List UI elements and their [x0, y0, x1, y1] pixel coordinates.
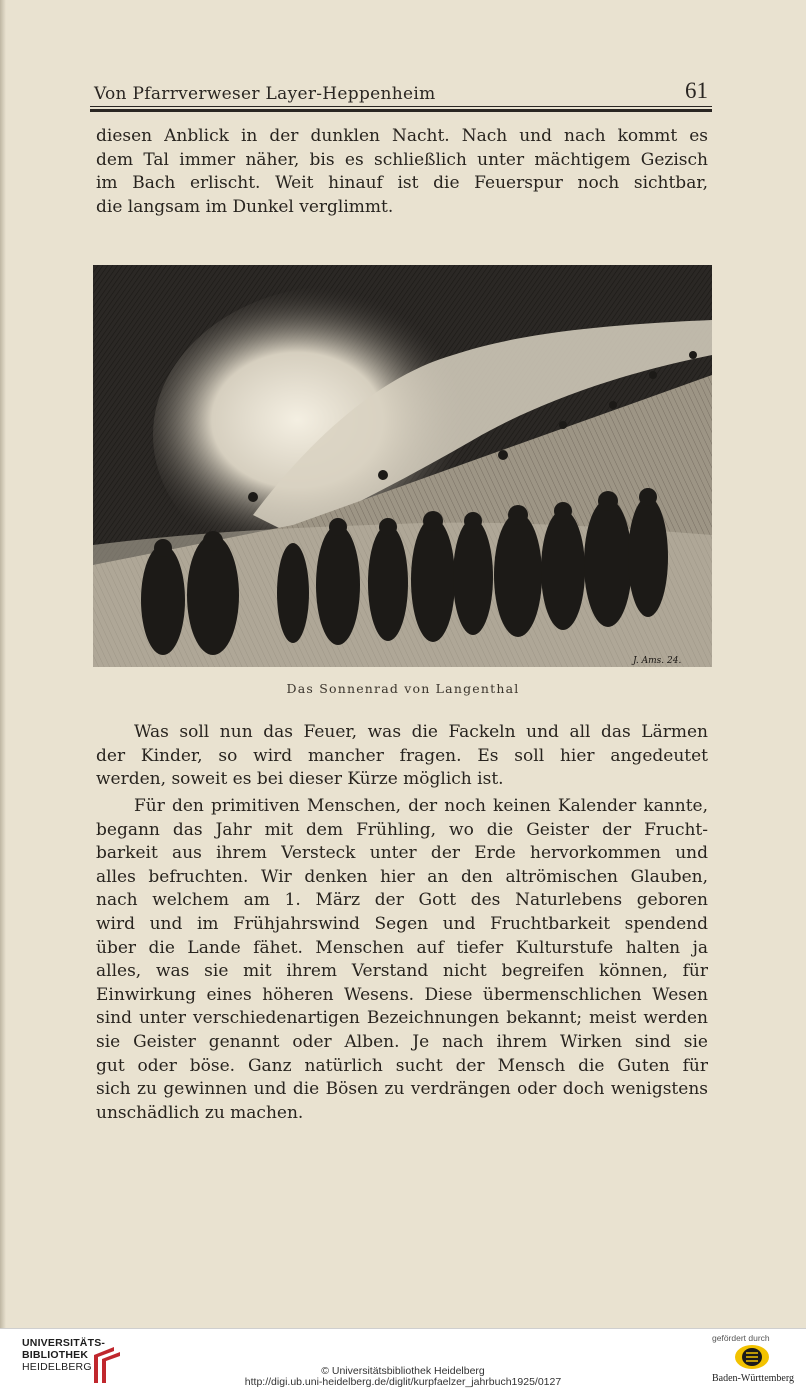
text-line: Was soll nun das Feuer, was die Fackeln und all das Lärmen	[134, 722, 708, 742]
text-line: werden, soweit es bei dieser Kürze möglich ist.	[96, 769, 504, 790]
text-line: im Bach erlischt. Weit hinauf ist die Feuerspur noch sichtbar,	[96, 173, 708, 194]
text-line: nach welchem am 1. März der Gott des Naturlebens geboren	[96, 890, 708, 911]
sponsor-label: gefördert durch	[712, 1333, 770, 1343]
library-name-line-1: UNIVERSITÄTS-	[22, 1337, 106, 1349]
text-line: Für den primitiven Menschen, der noch keinen Kalender kannte,	[134, 796, 708, 816]
page-number: 61	[685, 78, 708, 103]
text-line: unschädlich zu machen.	[96, 1102, 304, 1123]
text-line: begann das Jahr mit dem Frühling, wo die Geister der Frucht-	[96, 819, 708, 840]
permalink-url[interactable]: http://digi.ub.uni-heidelberg.de/diglit/kurpfaelzer_jahrbuch1925/0127	[244, 1376, 562, 1388]
paragraph-1	[96, 125, 708, 219]
library-name-line-3: HEIDELBERG	[22, 1361, 92, 1373]
text-line: dem Tal immer näher, bis es schließlich unter mächtigem Gezisch	[96, 149, 708, 170]
page-edge-shadow	[0, 0, 6, 1328]
text-line: sich zu gewinnen und die Bösen zu verdrängen oder doch wenigstens	[96, 1079, 708, 1100]
paragraph-3	[96, 795, 708, 1125]
text-line: gut oder böse. Ganz natürlich sucht der Mensch die Guten für	[96, 1055, 708, 1076]
copyright-notice: © Universitätsbibliothek Heidelberg	[321, 1365, 485, 1377]
text-line: sie Geister genannt oder Alben. Je nach ihrem Wirken sind sie	[96, 1031, 708, 1052]
text-line: wird und im Frühjahrswind Segen und Fruchtbarkeit spendend	[96, 913, 708, 934]
artist-signature: J. Ams. 24.	[633, 656, 682, 666]
header-rule-thick	[90, 109, 712, 112]
text-line: sind unter verschiedenartigen Bezeichnungen bekannt; meist werden	[96, 1008, 708, 1029]
text-line: diesen Anblick in der dunklen Nacht. Nach und nach kommt es	[96, 126, 708, 146]
running-head	[90, 78, 712, 106]
text-line: der Kinder, so wird mancher fragen. Es soll hier angedeutet	[96, 745, 708, 766]
viewer-footer	[0, 1328, 806, 1388]
baden-wuerttemberg-crest-icon[interactable]	[734, 1344, 770, 1370]
text-line: Einwirkung eines höheren Wesens. Diese übermenschlichen Wesen	[96, 984, 708, 1005]
sponsor-name: Baden-Württemberg	[712, 1373, 795, 1384]
text-line: über die Lande fähet. Menschen auf tiefer Kulturstufe halten ja	[96, 937, 708, 958]
text-line: die langsam im Dunkel verglimmt.	[96, 196, 394, 217]
text-line: barkeit aus ihrem Versteck unter der Erde hervorkommen und	[96, 843, 708, 864]
illustration-sonnenrad	[93, 265, 712, 667]
header-rule-thin	[90, 106, 712, 107]
text-line: alles, was sie mit ihrem Verstand nicht begreifen können, für	[96, 961, 708, 982]
paragraph-2	[96, 721, 708, 792]
illustration-drawing	[93, 265, 712, 667]
figure-caption: Das Sonnenrad von Langenthal	[286, 681, 520, 696]
text-line: alles befruchten. Wir denken hier an den altrömischen Glauben,	[96, 866, 708, 887]
running-title: Von Pfarrverweser Layer-Heppenheim	[94, 84, 436, 104]
library-name-line-2: BIBLIOTHEK	[22, 1349, 89, 1361]
